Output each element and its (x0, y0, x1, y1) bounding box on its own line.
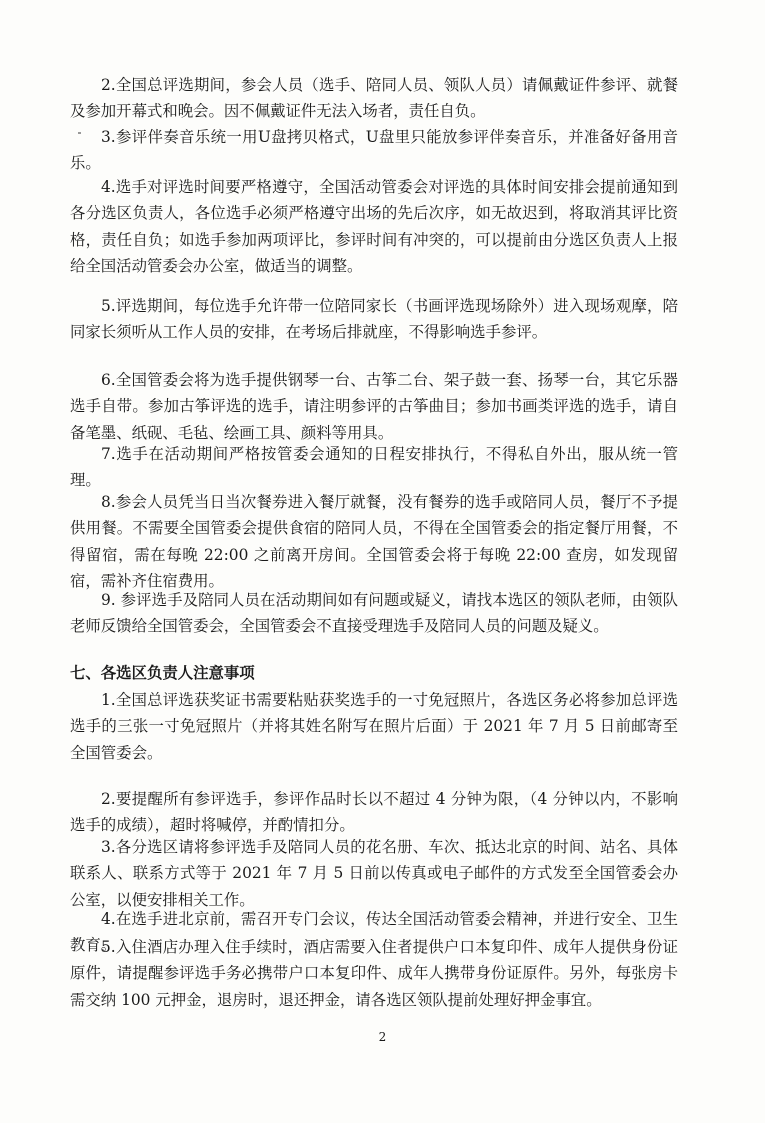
section-paragraph-2: 2.要提醒所有参评选手，参评作品时长以不超过 4 分钟为限，（4 分钟以内，不影响选手的成绩），超时将喊停，并酌情扣分。 (70, 790, 678, 835)
paragraph-7: 7.选手在活动期间严格按管委会通知的日程安排执行，不得私自外出，服从统一管理。 (70, 445, 678, 490)
paragraph-6: 6.全国管委会将为选手提供钢琴一台、古筝二台、架子鼓一套、扬琴一台，其它乐器选手自带。参加古筝评选的选手，请注明参评的古筝曲目；参加书画类评选的选手，请自备笔墨、纸砚、毛毡、绘画工具、颜料等用具。 (70, 371, 678, 442)
section-heading: 七、各选区负责人注意事项 (70, 664, 255, 682)
section-paragraph-5: 5.入住酒店办理入住手续时，酒店需要入住者提供户口本复印件、成年人提供身份证原件，请提醒参评选手务必携带户口本复印件、成年人携带身份证原件。另外，每张房卡需交纳 100 元押金，退房时，退还押金，请各选区领队提前处理好押金事宜。 (70, 938, 678, 1009)
section-paragraph-4: 4.在选手进北京前，需召开专门会议，传达全国活动管委会精神，并进行安全、卫生教育。 (70, 910, 678, 955)
paragraph-4: 4.选手对评选时间要严格遵守，全国活动管委会对评选的具体时间安排会提前通知到各分选区负责人，各位选手必须严格遵守出场的先后次序，如无故迟到，将取消其评比资格，责任自负；如选手参加两项评比，参评时间有冲突的，可以提前由分选区负责人上报给全国活动管委会办公室，做适当的调整。 (70, 178, 678, 275)
paragraph-9: 9. 参评选手及陪同人员在活动期间如有问题或疑义，请找本选区的领队老师，由领队老师反馈给全国管委会，全国管委会不直接受理选手及陪同人员的问题及疑义。 (70, 591, 678, 636)
section-paragraph-1: 1.全国总评选获奖证书需要粘贴获奖选手的一寸免冠照片，各选区务必将参加总评选选手的三张一寸免冠照片（并将其姓名附写在照片后面）于 2021 年 7 月 5 日前邮寄至全国管委会。 (70, 691, 678, 762)
paragraph-3: 3.参评伴奏音乐统一用U盘拷贝格式，U盘里只能放参评伴奏音乐，并准备好备用音乐。 (70, 128, 678, 173)
paragraph-2: 2.全国总评选期间，参会人员（选手、陪同人员、领队人员）请佩戴证件参评、就餐及参加开幕式和晚会。因不佩戴证件无法入场者，责任自负。 (70, 76, 678, 121)
section-paragraph-3: 3.各分选区请将参评选手及陪同人员的花名册、车次、抵达北京的时间、站名、具体联系人、联系方式等于 2021 年 7 月 5 日前以传真或电子邮件的方式发至全国管委会办公室，以便安排相关工作。 (70, 838, 678, 909)
paragraph-8: 8.参会人员凭当日当次餐券进入餐厅就餐，没有餐券的选手或陪同人员，餐厅不予提供用餐。不需要全国管委会提供食宿的陪同人员，不得在全国管委会的指定餐厅用餐，不得留宿，需在每晚 22:00 之前离开房间。全国管委会将于每晚 22:00 查房，如发现留宿，需补齐住宿费用。 (70, 493, 678, 590)
page-number: 2 (378, 1030, 387, 1044)
paragraph-5: 5.评选期间，每位选手允许带一位陪同家长（书画评选现场除外）进入现场观摩，陪同家长须听从工作人员的安排，在考场后排就座，不得影响选手参评。 (70, 297, 678, 342)
